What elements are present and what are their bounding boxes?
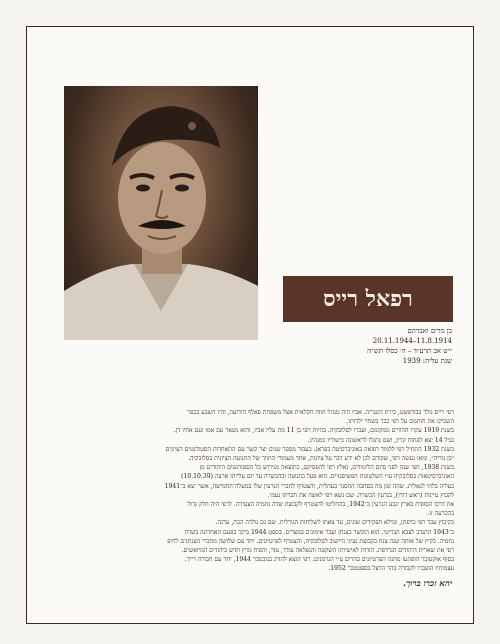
bio-line: ״בן גוריה״, ומאז נעשה רפי, שקודם לכן לא ידע דבר על ציונות, אחד מעמודי התווך של התנועה הציונית בסלובקיה. <box>188 455 454 463</box>
bio-line: בסוף אוקטובר הופתעו מחנה הפרטיזנים בהרים ע״י הגרמנים. רפי הוצא להורג בנובמבר 1944, יחד עם חבורה רייך. <box>184 556 454 564</box>
bio-line: עצמותיו הועברו לקבורה בהר הרצל בספטמבר 1952. <box>328 565 454 573</box>
info-aliyah: שנת עליה: 1939 <box>402 357 452 365</box>
bio-line: בשנת 1938, חצי שנה לפני סיום הלימודים, נאלץ רפי להפסיקם, כתוצאה מגירוש כל הסטודנטים היהודים מן <box>199 464 454 472</box>
bio-line: בהכרעה זו. <box>427 510 454 518</box>
biography-text <box>46 408 454 574</box>
bio-line: לקבוץ עיינות (ראש דודו), בגרעין הכשרה. שם נשא רפי לאשה את חברתו נעמי. <box>267 491 454 499</box>
bio-line: בשנת 1919 עקרו ההורים ממקומם, ועברו לסלובקיה. בהיות רפי בן 11 מת עליו אביו, והוא נשאר עם אמו ועם אחיו דן. <box>173 427 454 435</box>
bio-line: נחמיה. בקיץ של אותה שנה צנח בקבוצת נציגי היישוב לסלובקיה, והצטרף לפרטיזנים. יחד עם שלושה מחברי הצנחנים לחיפ <box>167 537 454 545</box>
bio-line: בעליה בלתי לגאלית. שהה זמן מה בסחבה ההסגר בעתלית, והצטרף לחברי הגרעין שלו במעלה־החמישה, אשר יצא ב־1941 <box>164 482 454 490</box>
bio-line: בגיל 14 יצא לפתוח קרין, ושם נתגלו לראשונה כישוריו כמנהיג. <box>307 436 454 444</box>
info-block <box>262 326 452 366</box>
bio-line: ב־1943 התנדב לצבא הבריטי. הוא הוכשר כצנחן ועבר אימונים במצרים. בספט 1944 ביקר בפעם האחרונה בשדה <box>184 528 454 536</box>
name-text: רפאל רייס <box>323 286 413 312</box>
portrait-photo <box>64 86 258 340</box>
info-dates-hebrew: י״ט אב תרע״ד – ה׳ כסלו תש״ה <box>367 347 452 355</box>
name-title <box>283 276 453 322</box>
bio-line: רפי רייס נולד בבודפשט, בירת הונגריה. אביו היה מנהל חווה חקלאית אצל משפחת פאלף הידועה, והיו השבע בכפר <box>187 409 454 416</box>
bio-line: בשנת 1932 התחיל רפי ללמוד רפואה באוניברסיטה בפראג. כעבור מספר שנים יצר קשר עם התאחדות הסטודנטים הציונים <box>165 445 454 453</box>
bio-line: את דרכו הסופית בארץ קבע הגרעין ב־1942, בהחליטו להצטרף לקבוצת שדה נחמיה הצעירה. לרפי היה חלק גדול <box>187 501 454 509</box>
info-dates-gregorian: 11.8.1914–20.11.1944 <box>372 337 452 345</box>
bio-line: רפי את שארית היהודים הנרדפת. הודות לאישיותו השקטה והנפלאה עודד, עזר, והפיח מרץ חדש ביהודים המיואשים. <box>181 547 454 555</box>
info-parents: בן מרים ואברהם <box>407 327 452 335</box>
portrait-illustration <box>64 86 258 340</box>
bio-line: בקיבוץ עבד רפי כרפתן, ומילא תפקידים שונים, עד צאתו לשליחות הגורלית. שם גם נולדה הבת, עדנה. <box>215 519 454 527</box>
memorial-line: יהא זכרו ברוך. <box>403 579 452 589</box>
bio-line: השכיקו את חותמם על רפי כבר בשחר ילדותו. <box>346 418 454 426</box>
bio-line: האוניברסיטאות בסלובקיה ע״י השלטונות הפשיסטיים. הוא פעל בתנועה ובהכשרה עד יום עלייתו ארצה (10.10.39) <box>181 473 454 481</box>
